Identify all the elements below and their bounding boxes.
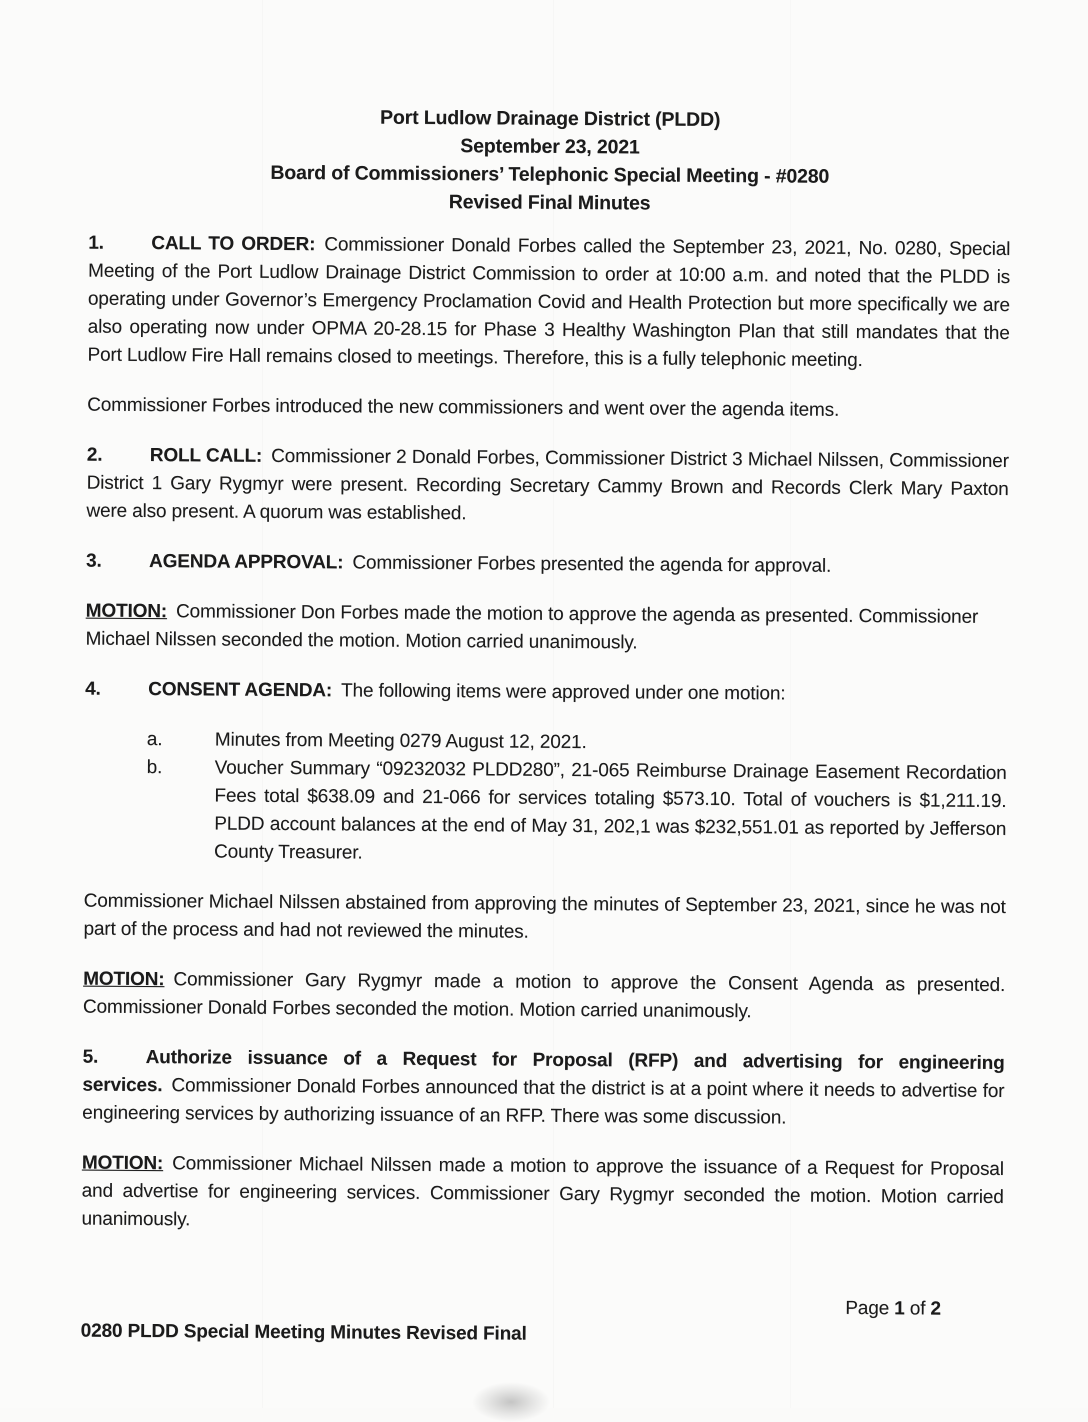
motion-body: Commissioner Don Forbes made the motion to approve the agenda as presented. Commissioner Michael Nilssen seconded the motion. Motion carried unanimously.	[85, 601, 979, 654]
page-label-prefix: Page	[845, 1297, 895, 1320]
section-body: Commissioner Donald Forbes announced that the district is at a point where it needs to advertise for engineering services by authorizing issuance of an RFP. There was some discussion.	[82, 1075, 1005, 1129]
section-roll-call	[86, 442, 1009, 532]
section-body: Commissioner 2 Donald Forbes, Commissioner District 3 Michael Nilssen, Commissioner District 1 Gary Rygmyr were present. Recording Secretary Cammy Brown and Records Clerk Mary Paxton were also present. A quorum was established.	[86, 445, 1009, 525]
section-number: 4.	[85, 678, 101, 700]
section-agenda-approval	[86, 548, 1008, 582]
section-heading: ROLL CALL:	[149, 445, 263, 467]
section-body: Commissioner Forbes presented the agenda for approval.	[352, 552, 832, 577]
section-rfp-authorization	[82, 1044, 1005, 1134]
consent-agenda-list	[84, 726, 1007, 872]
page-label-mid: of	[904, 1298, 931, 1320]
section-body: Commissioner Donald Forbes called the September 23, 2021, No. 0280, Special Meeting of the Port Ludlow Drainage District Commission to order at 10:00 a.m. and noted that the PLDD is operating under Governor’s Emergency Proclamation Covid and Health Protection but more specifically we are also operating now under OPMA 20-28.15 for Phase 3 Healthy Washington Plan that still mandates that the Port Ludlow Fire Hall remains closed to meetings. Therefore, this is a fully telephonic meeting.	[87, 234, 1011, 371]
page-total: 2	[930, 1298, 941, 1320]
motion-consent-agenda	[83, 966, 1005, 1028]
paragraph-abstention: Commissioner Michael Nilssen abstained from approving the minutes of September 23, 2021, since he was not part of the process and had not reviewed the minutes.	[83, 890, 1006, 943]
motion-rfp	[81, 1150, 1004, 1240]
section-body: The following items were approved under one motion:	[340, 680, 786, 705]
section-call-to-order	[87, 230, 1010, 376]
consent-item-vouchers	[146, 754, 1007, 872]
section-heading: CONSENT AGENDA:	[148, 679, 333, 702]
motion-label: MOTION:	[83, 968, 165, 991]
motion-label: MOTION:	[81, 1152, 164, 1175]
section-number: 3.	[86, 550, 102, 572]
list-marker: a.	[146, 729, 163, 751]
motion-body: Commissioner Gary Rygmyr made a motion to approve the Consent Agenda as presented. Commissioner Donald Forbes seconded the motion. Motion carried unanimously.	[82, 969, 1006, 1023]
page-number: 1	[894, 1298, 905, 1320]
motion-body: Commissioner Michael Nilssen made a motion to approve the issuance of a Request for Proposal and advertise for engineering services. Commissioner Gary Rygmyr seconded the motion. Motion carried unanimously.	[81, 1153, 1004, 1231]
list-marker: b.	[146, 757, 163, 779]
doc-title-date: September 23, 2021	[460, 135, 640, 159]
section-consent-agenda	[85, 676, 1007, 710]
scan-artifact-blob	[472, 1382, 550, 1422]
section-heading: Authorize issuance of a Request for Proposal (RFP) and advertising for engineering services.	[82, 1047, 1005, 1097]
doc-title-subtitle: Revised Final Minutes	[448, 191, 651, 215]
section-number: 1.	[88, 232, 104, 254]
list-item-text: Voucher Summary “09232032 PLDD280”, 21-065 Reimburse Drainage Easement Recordation Fees total $638.09 and 21-066 for services totaling $573.10. Total of vouchers is $1,211.19. PLDD account balances at the end of May 31, 202,1 was $232,551.01 as reported by Jefferson County Treasurer.	[213, 757, 1007, 864]
section-number: 2.	[86, 444, 103, 466]
section-heading: AGENDA APPROVAL:	[148, 551, 344, 574]
motion-agenda-approval	[85, 598, 1007, 660]
motion-label: MOTION:	[85, 600, 168, 623]
section-heading: CALL TO ORDER:	[151, 233, 316, 256]
doc-title-org: Port Ludlow Drainage District (PLDD)	[379, 106, 721, 131]
section-number: 5.	[82, 1046, 99, 1068]
footer-doc-label: 0280 PLDD Special Meeting Minutes Revised Final	[80, 1320, 527, 1345]
list-item-text: Minutes from Meeting 0279 August 12, 2021.	[214, 729, 587, 754]
document-title	[89, 102, 1012, 220]
doc-title-meeting: Board of Commissioners’ Telephonic Special Meeting - #0280	[270, 161, 830, 188]
paragraph-introductions: Commissioner Forbes introduced the new commissioners and went over the agenda items.	[87, 394, 840, 421]
